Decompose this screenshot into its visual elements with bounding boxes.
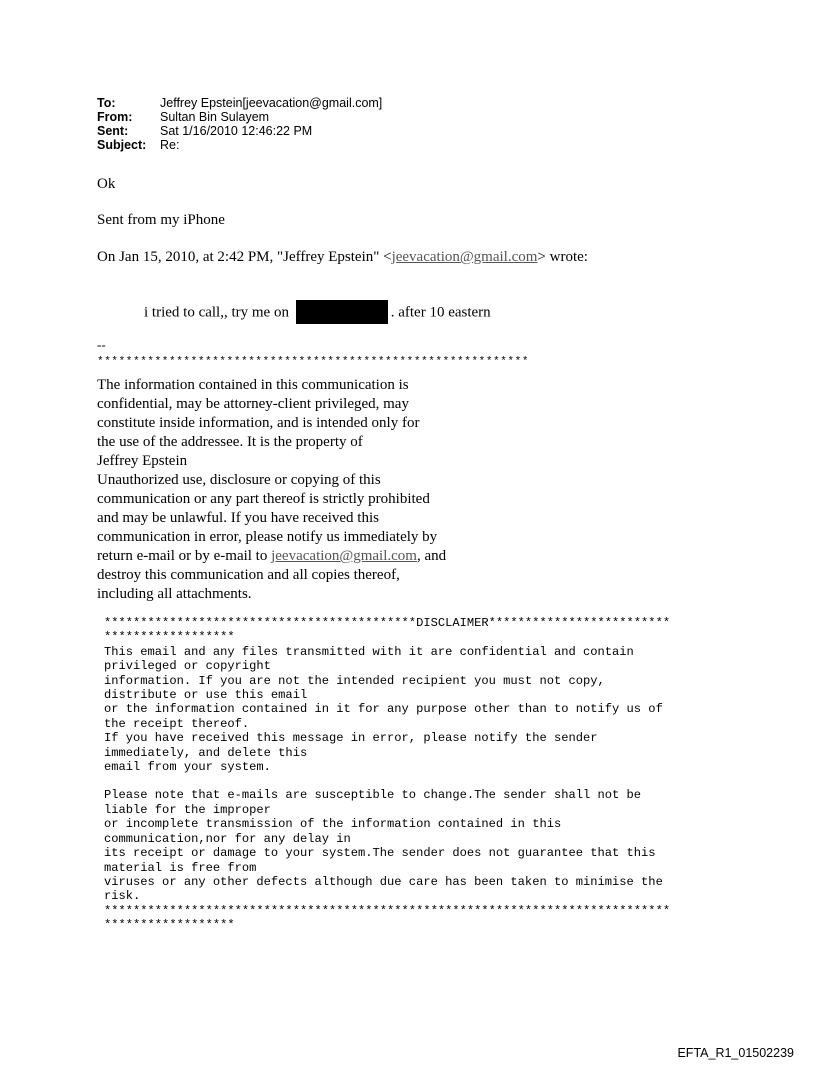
quote-intro bbox=[97, 248, 588, 267]
disclaimer-line: information. If you are not the intended recipient you must not copy, bbox=[104, 673, 605, 688]
stars-divider: ************************************************************ bbox=[97, 356, 530, 368]
conf-line: including all attachments. bbox=[97, 586, 252, 602]
body-ok: Ok bbox=[97, 176, 116, 192]
header-value: Sat 1/16/2010 12:46:22 PM bbox=[160, 124, 313, 138]
quoted-text-after: . after 10 eastern bbox=[390, 304, 491, 321]
confidentiality-notice bbox=[97, 376, 517, 604]
conf-line: communication in error, please notify us immediately by bbox=[97, 529, 438, 545]
conf-line: confidential, may be attorney-client privileged, may bbox=[97, 396, 409, 412]
signature-dash: -- bbox=[97, 337, 106, 352]
conf-line: constitute inside information, and is intended only for bbox=[97, 415, 420, 431]
header-value: Jeffrey Epstein[jeevacation@gmail.com] bbox=[160, 96, 383, 110]
signature: Sent from my iPhone bbox=[97, 212, 225, 228]
disclaimer-line: viruses or any other defects although due care has been taken to minimise the bbox=[104, 874, 663, 889]
disclaimer-line: liable for the improper bbox=[104, 802, 271, 817]
quote-intro-prefix: On Jan 15, 2010, at 2:42 PM, "Jeffrey Epstein" < bbox=[97, 249, 392, 265]
redaction-box bbox=[296, 300, 388, 324]
header-label: To: bbox=[97, 96, 116, 110]
disclaimer-line: risk. bbox=[104, 889, 141, 904]
conf-line: Unauthorized use, disclosure or copying of this bbox=[97, 472, 381, 488]
header-label: Subject: bbox=[97, 138, 147, 152]
header-subject bbox=[97, 138, 382, 152]
disclaimer-line: privileged or copyright bbox=[104, 659, 271, 674]
header-value: Sultan Bin Sulayem bbox=[160, 110, 270, 124]
conf-line: the use of the addressee. It is the property of bbox=[97, 434, 363, 450]
disclaimer-line: material is free from bbox=[104, 860, 257, 875]
header-from bbox=[97, 110, 382, 124]
disclaimer-line: or the information contained in it for any purpose other than to notify us of bbox=[104, 702, 663, 717]
disclaimer-line: immediately, and delete this bbox=[104, 745, 308, 760]
disclaimer-line: its receipt or damage to your system.The sender does not guarantee that this bbox=[104, 846, 656, 861]
conf-line: and may be unlawful. If you have received this bbox=[97, 510, 379, 526]
disclaimer-line: communication,nor for any delay in bbox=[104, 831, 351, 846]
conf-line: Jeffrey Epstein bbox=[97, 453, 188, 469]
header-sent bbox=[97, 124, 382, 138]
disclaimer-line: email from your system. bbox=[104, 760, 271, 775]
disclaimer-line: *******************************************DISCLAIMER************************* bbox=[104, 616, 671, 630]
conf-return-suffix: , and bbox=[416, 548, 447, 564]
header-label: From: bbox=[97, 110, 133, 124]
disclaimer-block bbox=[104, 616, 724, 933]
quote-intro-suffix: > wrote: bbox=[537, 249, 588, 265]
document-id: EFTA_R1_01502239 bbox=[677, 1046, 794, 1060]
email-headers bbox=[97, 96, 382, 152]
header-label: Sent: bbox=[97, 124, 129, 138]
conf-line-return bbox=[97, 547, 517, 566]
header-to bbox=[97, 96, 382, 110]
conf-line: destroy this communication and all copies thereof, bbox=[97, 567, 400, 583]
conf-line: communication or any part thereof is strictly prohibited bbox=[97, 491, 430, 507]
conf-email-link[interactable]: jeevacation@gmail.com bbox=[271, 548, 417, 564]
disclaimer-line: ****************** bbox=[104, 918, 235, 933]
disclaimer-line: or incomplete transmission of the information contained in this bbox=[104, 817, 562, 832]
quoted-text-before: i tried to call,, try me on bbox=[144, 304, 289, 321]
disclaimer-line: distribute or use this email bbox=[104, 688, 308, 703]
header-value: Re: bbox=[160, 138, 180, 152]
disclaimer-line: ****************** bbox=[104, 630, 235, 645]
disclaimer-line: the receipt thereof. bbox=[104, 716, 250, 731]
disclaimer-line: If you have received this message in error, please notify the sender bbox=[104, 731, 598, 746]
disclaimer-line: ****************************************************************************** bbox=[104, 903, 671, 918]
disclaimer-gap bbox=[104, 774, 724, 788]
disclaimer-line: Please note that e-mails are susceptible to change.The sender shall not be bbox=[104, 788, 642, 803]
quoted-message bbox=[144, 301, 491, 325]
disclaimer-line: This email and any files transmitted with it are confidential and contain bbox=[104, 644, 634, 659]
conf-return-prefix: return e-mail or by e-mail to bbox=[97, 548, 272, 564]
quote-intro-email-link[interactable]: jeevacation@gmail.com bbox=[391, 249, 538, 265]
conf-line: The information contained in this communication is bbox=[97, 377, 409, 393]
